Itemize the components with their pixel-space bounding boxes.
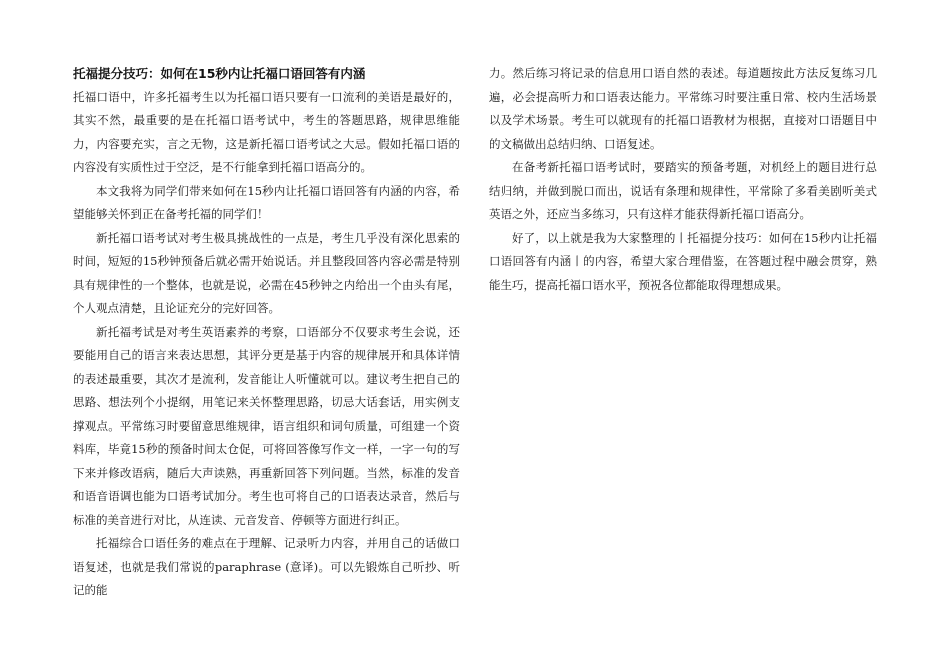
paragraph-purpose: 本文我将为同学们带来如何在15秒内让托福口语回答有内涵的内容，希望能够关怀到正在备考托福的同学们！ [73, 183, 460, 221]
paragraph-advice: 新托福考试是对考生英语素养的考察，口语部分不仅要求考生会说，还要能用自己的语言来表达思想，其评分更是基于内容的规律展开和具体详情的表述最重要，其次才是流利，发音能让人听懂就可以。建议考生把自己的思路、想法列个小提纲，用笔记来关怀整理思路，切忌大话套话，用实例支撑观点。平常练习时要留意思维规律，语言组织和词句质量，可组建一个资料库，毕竟15秒的预备时间太仓促，可将回答像写作文一样，一字一句的写下来并修改语病，随后大声读熟，再重新回答下列问题。当然，标准的发音和语音语调也能为口语考试加分。考生也可将自己的口语表达录音，然后与标准的美音进行对比，从连读、元音发音、停顿等方面进行纠正。 [73, 324, 460, 527]
paragraph-preparation: 在备考新托福口语考试时，要踏实的预备考题，对机经上的题目进行总结归纳，并做到脱口而出，说话有条理和规律性，平常除了多看美剧听美式英语之外，还应当多练习，只有这样才能获得新托福口语高分。 [489, 160, 877, 221]
paragraph-integrated-task: 托福综合口语任务的难点在于理解、记录听力内容，并用自己的话做口语复述，也就是我们常说的paraphrase (意译)。可以先锻炼自己听抄、听记的能 [73, 536, 460, 597]
paragraph-challenge: 新托福口语考试对考生极具挑战性的一点是，考生几乎没有深化思索的时间，短短的15秒钟预备后就必需开始说话。并且整段回答内容必需是特别具有规律性的一个整体，也就是说，必需在45秒钟之内给出一个由头有尾，个人观点清楚，且论证充分的完好回答。 [73, 230, 460, 315]
paragraph-integrated-task-continued: 力。然后练习将记录的信息用口语自然的表述。每道题按此方法反复练习几遍，必会提高听力和口语表达能力。平常练习时要注重日常、校内生活场景以及学术场景。考生可以就现有的托福口语教材为根据，直接对口语题目中的文稿做出总结归纳、口语复述。 [489, 66, 877, 151]
paragraph-conclusion: 好了，以上就是我为大家整理的丨托福提分技巧：如何在15秒内让托福口语回答有内涵丨的内容，希望大家合理借鉴，在答题过程中融会贯穿，熟能生巧，提高托福口语水平，预祝各位都能取得理想成果。 [489, 230, 877, 292]
page-title: 托福提分技巧：如何在15秒内让托福口语回答有内涵 [73, 66, 366, 81]
left-column [73, 62, 460, 603]
right-column [489, 62, 877, 297]
paragraph-intro: 托福口语中，许多托福考生以为托福口语只要有一口流利的美语是最好的，其实不然，最重要的是在托福口语考试中，考生的答题思路，规律思维能力，内容要充实，言之无物，这是新托福口语考试之大忌。假如托福口语的内容没有实质性过于空泛，是不行能拿到托福口语高分的。 [73, 89, 460, 174]
